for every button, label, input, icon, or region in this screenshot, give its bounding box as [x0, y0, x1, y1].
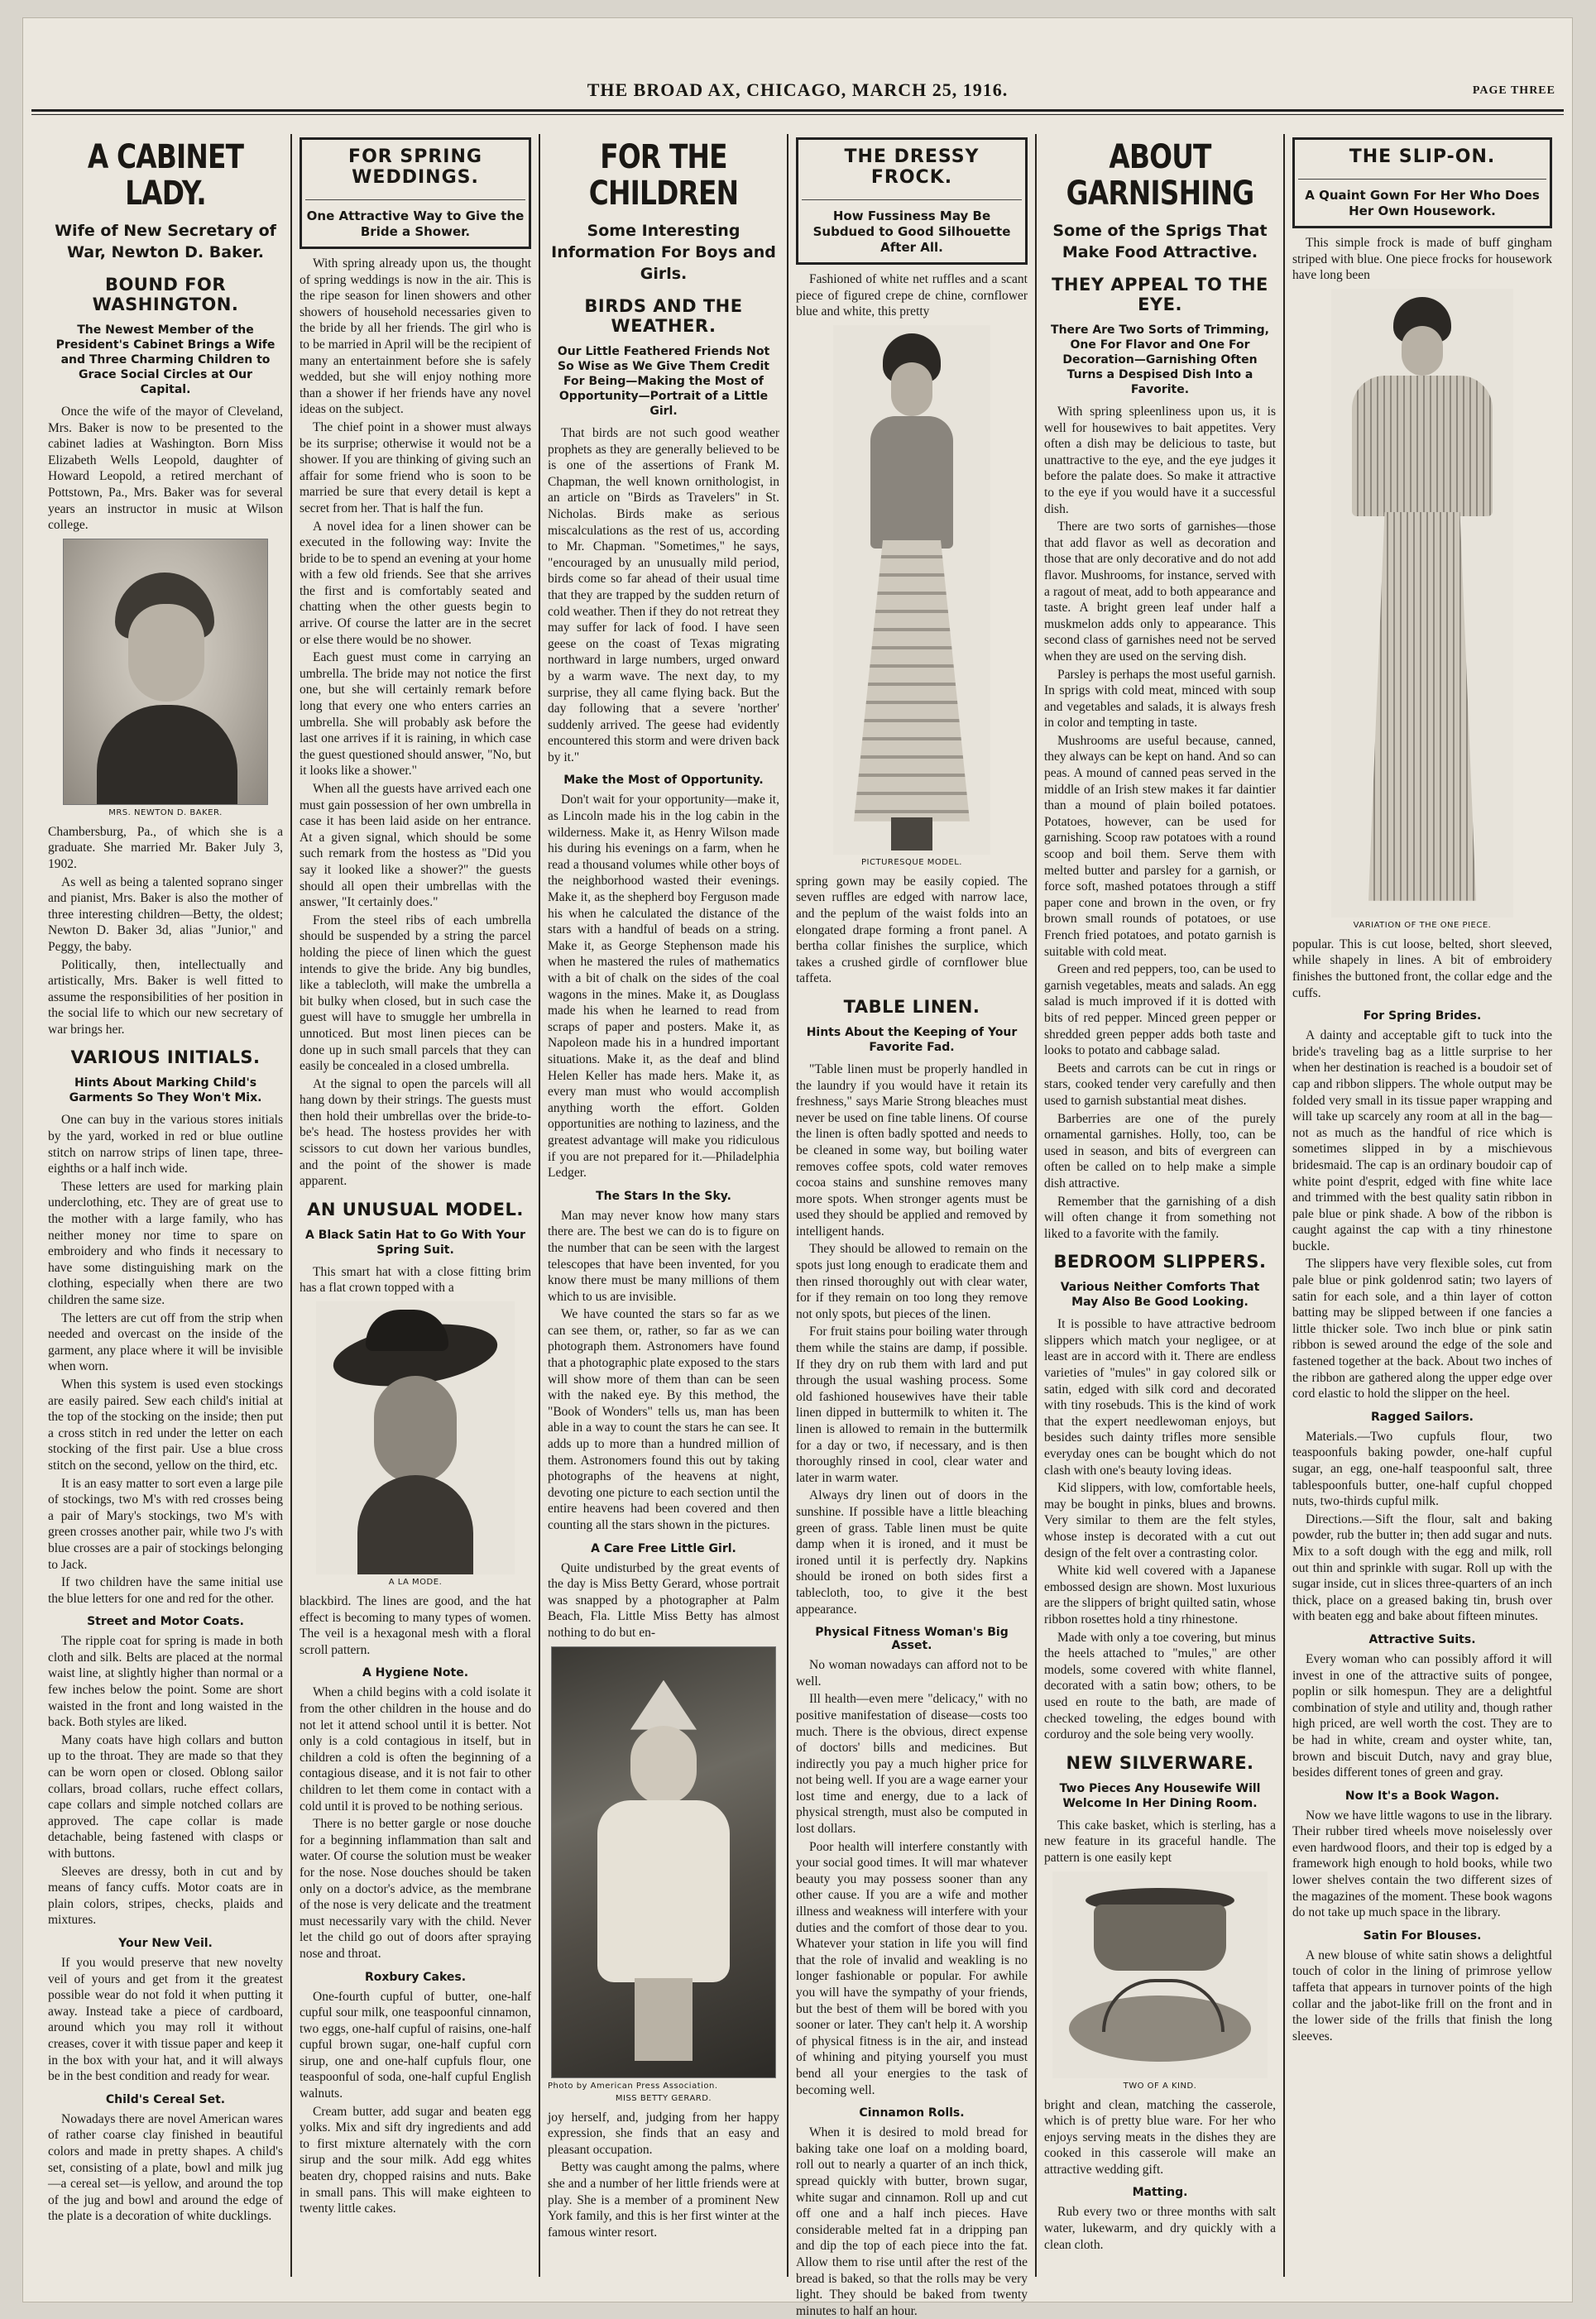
column-rule — [539, 134, 540, 2277]
deck: Wife of New Secretary of War, Newton D. Baker. — [55, 222, 276, 261]
paragraph: Beets and carrots can be cut in rings or stars, cooked tender very carefully and then used to garnish substantial meat dishes. — [1044, 1061, 1276, 1108]
paragraph: popular. This is cut loose, belted, short sleeved, while shapely in lines. A bit of embroidery finishes the buttoned front, the collar edge and the cuffs. — [1292, 937, 1552, 1000]
paragraph: The ripple coat for spring is made in both cloth and silk. Belts are placed at the normal waist line, at slightly higher than normal or a few inches below the point. Some are short waisted in the front and long waisted in the back. Both styles are liked. — [48, 1634, 283, 1730]
summary: Various Neither Comforts That May Also Be Good Looking. — [1060, 1281, 1260, 1310]
paragraph: bright and clean, matching the casserole, which is of pretty blue ware. For her who enjoys serving meats in the dishes they are cooked in this casserole will make an attractive wedding gift. — [1044, 2097, 1276, 2177]
summary: The Newest Member of the President's Cabinet Brings a Wife and Three Charming Children to Grace Social Circles at Our Capital. — [55, 323, 276, 396]
paragraph: Once the wife of the mayor of Cleveland, Mrs. Baker is now to be presented to the cabinet ladies at Washington. Born Miss Elizabeth Wells Leopold, daughter of Howard Leopold, a retired merchant of Pottstown, Pa., Mrs. Baker was for several years an instructor in music at Wilson college. — [48, 405, 283, 533]
paragraph: spring gown may be easily copied. The seven ruffles are edged with narrow lace, and the peplum of the waist folds into an elongated drape forming a front panel. A bertha collar finishes the surplice, which takes a crushed girdle of cornflower blue taffeta. — [796, 874, 1028, 986]
paragraph: These letters are used for marking plain underclothing, etc. They are of great use to the mother with a large family, who has neither money nor time to spare on embroidery and who finds it necessary to have some distinguishing mark on the clothing, especially when there are two children the same size. — [48, 1179, 283, 1307]
paragraph: "Table linen must be properly handled in the laundry if you would have it retain its freshness," says Marie Strong bleaches must never be used on fine table linens. Of course the linen is often badly spotted and needs to be cleaned in some way, but boiling water removes coffee spots, cold water removes cocoa stains and sunshine removes many more spots. When stronger agents must be used they should be applied and removed by intelligent hands. — [796, 1061, 1028, 1239]
column-rule — [1035, 134, 1037, 2277]
illustration-caption: PICTURESQUE MODEL. — [861, 857, 962, 867]
paragraph: The slippers have very flexible soles, cut from pale blue or pink goldenrod satin; two layers of satin for each sole, and a thin layer of cotton batting may be slipped between if one fancies a little thicker sole. Two inch blue or pink satin ribbon is sewed around the edge of the sole and fastened together at the back. About two inches of the ribbon are gathered along the upper edge over cord elastic to hold the slipper on the heel. — [1292, 1257, 1552, 1401]
subhead: TABLE LINEN. — [843, 996, 980, 1017]
minor-heading: Child's Cereal Set. — [105, 2092, 226, 2106]
paragraph: White kid well covered with a Japanese embossed design are shown. Most luxurious are the slippers of bright quilted satin, whose ribbon rosettes hold a tiny rhinestone. — [1044, 1564, 1276, 1627]
minor-heading: The Stars In the Sky. — [596, 1189, 731, 1203]
masthead — [23, 18, 1572, 100]
hat-illustration — [316, 1301, 515, 1574]
headline: ABOUT GARNISHING — [1066, 138, 1254, 213]
paragraph: With spring already upon us, the thought of spring weddings is now in the air. This is the ripe season for linen showers and other showers of household necessaries given to the bride by all her friends. The girl who is to be married in April will be the recipient of many an entertainment before she is safely wedded, but she will enjoy nothing more than a shower if her friends have any novel ideas on the subject. — [300, 256, 531, 417]
summary: Hints About the Keeping of Your Favorite Fad. — [806, 1025, 1018, 1054]
paragraph: Betty was caught among the palms, where she and a number of her little friends were at play. She is a member of a prominent New York family, and this is her first winter at the famous winter resort. — [548, 2160, 779, 2240]
minor-heading: Make the Most of Opportunity. — [563, 774, 764, 788]
illustration-caption: A LA MODE. — [388, 1578, 443, 1588]
paragraph: This simple frock is made of buff gingham striped with blue. One piece frocks for housework have long been — [1292, 236, 1552, 283]
paragraph: Mushrooms are useful because, canned, they always can be kept on hand. And so can peas. A mound of canned peas served in the middle of an Irish stew makes it far daintier than a mound of plain boiled potatoes. Potatoes, however, can be used for garnishing. Scoop raw potatoes with a round scoop and boil them. Serve them with melted butter and parsley for a garnish, or force soft, mashed potatoes through a stiff paper cone and brown in the oven, or fry brown small rounds of potatoes, or use French fried potatoes, and potato garnish is suitable with cold meat. — [1044, 733, 1276, 959]
paragraph: There are two sorts of garnishes—those that add flavor as well as decoration and those that are only decorative and do not add flavor. Mushrooms, for instance, served with a ragout of meat, add to both appearance and taste. A bright green leaf under half a muskmelon adds only to appearance. This second class of garnishes need not be served when they are used on the serving dish. — [1044, 520, 1276, 664]
paragraph: Kid slippers, with low, comfortable heels, may be bought in pinks, blues and browns. Very similar to them are the felt styles, whose instep is decorated with a cut out design of the felt over a contrasting color. — [1044, 1481, 1276, 1560]
paragraph: Man may never know how many stars there are. The best we can do is to figure on the number that can be seen with the largest telescopes that have been invented, for you know there must be many millions of them which to us are invisible. — [548, 1208, 779, 1304]
paragraph: Each guest must come in carrying an umbrella. The bride may not notice the first one, but she will certainly remark before long that every one who enters carries an umbrella. She will probably ask before the last one arrives if it is raining, in which case the guest questioned should answer, "No, but it looks like a shower." — [300, 650, 531, 779]
deck: Some of the Sprigs That Make Food Attractive. — [1052, 222, 1268, 261]
boxed-heading — [1292, 137, 1552, 228]
paragraph: This cake basket, which is sterling, has a new feature in its graceful handle. The pattern is one easily kept — [1044, 1818, 1276, 1865]
subheadline: A Quaint Gown For Her Who Does Her Own Housework. — [1298, 179, 1546, 219]
photo-caption: MISS BETTY GERARD. — [615, 2093, 712, 2103]
paragraph: It is possible to have attractive bedroom slippers which match your negligee, or at least are in accord with it. There are endless varieties of "mules" in gay colored silk or satin, edged with silk cord and decorated with tiny rosebuds. This is the kind of work that the expert needlewoman enjoys, but besides such dainty trifles more sensible everyday ones can be bought which do not clash with one's beauty loving ideas. — [1044, 1317, 1276, 1478]
paragraph: A dainty and acceptable gift to tuck into the bride's traveling bag as a little surprise to her when her destination is reached is a boudoir set of cap and ribbon slippers. The whole output may be folded very small in its tissue paper wrapping and will take up scarcely any room at all in the bag—not as much as the handful of rice which is sometimes slipped in by a mischievous bridesmaid. The cap is an ordinary boudoir cap of white point d'esprit, edged with fine white lace and trimmed with the best quality satin ribbon in pale blue or pink shade. A bow of the ribbon is caught against the cap with a tiny rhinestone buckle. — [1292, 1028, 1552, 1253]
paragraph: No woman nowadays can afford not to be well. — [796, 1658, 1028, 1689]
paragraph: Sleeves are dressy, both in cut and by means of fancy cuffs. Motor coats are in plain colors, stripes, checks, plaids and mixtures. — [48, 1864, 283, 1928]
headline: FOR SPRING WEDDINGS. — [348, 146, 482, 188]
subhead: THEY APPEAL TO THE EYE. — [1052, 275, 1268, 314]
boxed-heading — [796, 137, 1028, 265]
paragraph: It is an easy matter to sort even a large pile of stockings, two M's with red crosses being a pair of Mary's stockings, two M's with green crosses another pair, while two J's with blue crosses are a pair of stockings belonging to Jack. — [48, 1476, 283, 1572]
photo-caption: MRS. NEWTON D. BAKER. — [108, 807, 223, 817]
paragraph: When this system is used even stockings are easily paired. Sew each child's initial at the top of the stocking on the inside; then put a cross stitch in red under the letter on each stocking of the first pair. Use a blue cross stitch on the second, yellow on the third, etc. — [48, 1377, 283, 1473]
paragraph: One-fourth cupful of butter, one-half cupful sour milk, one teaspoonful cinnamon, two eggs, one-half cupful of raisins, one-half cupful brown sugar, one-half cupful corn sirup, one and one-half cupfuls flour, one teaspoonful of soda, one-half cupful English walnuts. — [300, 1989, 531, 2101]
paragraph: Fashioned of white net ruffles and a scant piece of figured crepe de chine, cornflower blue and white, this pretty — [796, 272, 1028, 319]
minor-heading: A Care Free Little Girl. — [591, 1541, 736, 1555]
paragraph: Directions.—Sift the flour, salt and baking powder, rub the butter in; then add sugar and nuts. Mix to a soft dough with the egg and milk, roll out thin and sprinkle with sugar. Roll up with the sugar inside, cut in slices three-quarters of an inch thick, place on a greased baking tin, brush over with beaten egg and bake about fifteen minutes. — [1292, 1512, 1552, 1624]
paragraph: Poor health will interfere constantly with your social good times. It will mar whatever beauty you may possess sooner than any other cause. If you are a wife and mother illness and weakness will interfere with your duties and the comfort of those dear to you. Whatever your station in life you will find that the role of invalid and weakling is no longer fashionable or popular. For awhile you will have the sympathy of your friends, but the best of them will be bored with you sooner or later. They can't help it. A worship of physical fitness is in the air, and instead of whining and pitying yourself you must bend all your energies to the task of becoming well. — [796, 1839, 1028, 2097]
illustration-caption: VARIATION OF THE ONE PIECE. — [1353, 920, 1492, 930]
paragraph: Cream butter, add sugar and beaten egg yolks. Mix and sift dry ingredients and add to first mixture alternately with the corn sirup and the sour milk. Add egg whites beaten dry, chopped raisins and nuts. Bake in small pans. This will make eighteen to twenty little cakes. — [300, 2104, 531, 2216]
column-dressy-frock — [789, 134, 1034, 2318]
top-rule-thin — [31, 114, 1564, 115]
paragraph: Rub every two or three months with salt water, lukewarm, and dry quickly with a clean cloth. — [1044, 2205, 1276, 2252]
paragraph: We have counted the stars so far as we can see them, or, rather, so far as we can photograph them. Astronomers have found that a photographic plate exposed to the stars will show more of them than can be seen with the naked eye. By this method, the "Book of Wonders" tells us, man has been able in a way to count the stars he can see. It adds up to more than a hundred million of them. Astronomers found this out by taking photographs of the heavens at night, devoting one picture to each section until the entire heavens had been covered and then counting all the stars shown in the pictures. — [548, 1307, 779, 1532]
portrait-photo — [63, 539, 268, 805]
paragraph: Green and red peppers, too, can be used to garnish vegetables, meats and salads. An egg salad is much improved if it is dotted with bits of red pepper. Minced green pepper or shredded green pepper adds both taste and looks to potato and cabbage salad. — [1044, 962, 1276, 1058]
paragraph: Nowadays there are novel American wares of rather coarse clay finished in beautiful colors and made in pretty shapes. A child's set, consisting of a plate, bowl and milk jug—a cereal set—is yellow, and around the top of the jug and bowl and around the edge of the plate is a decoration of white ducklings. — [48, 2111, 283, 2224]
paragraph: A novel idea for a linen shower can be executed in the following way: Invite the bride to be to spend an evening at your home with a few old friends. See that she arrives the first and is comfortably seated and chatting when the other guests begin to arrive. Of course the latter are in the secret or else there would be no shower. — [300, 519, 531, 647]
minor-heading: A Hygiene Note. — [362, 1666, 469, 1680]
paragraph: This smart hat with a close fitting brim has a flat crown topped with a — [300, 1264, 531, 1296]
deck: Some Interesting Information For Boys and Girls. — [551, 222, 776, 283]
child-photo — [551, 1646, 776, 2078]
paragraph: If you would preserve that new novelty veil of yours and get from it the greatest possible wear do not fold it when putting it away. Instead take a piece of cardboard, around which you may roll it without creases, cover it with tissue paper and keep it in the box with your hat, and it will always be in the best condition and ready for wear. — [48, 1955, 283, 2084]
summary: Hints About Marking Child's Garments So They Won't Mix. — [69, 1076, 262, 1105]
paragraph: As well as being a talented soprano singer and pianist, Mrs. Baker is also the mother of three interesting children—Betty, the oldest; Newton D. Baker 3d, alias "Junior," and Peggy, the baby. — [48, 874, 283, 954]
summary: A Black Satin Hat to Go With Your Spring Suit. — [305, 1228, 525, 1257]
column-rule — [787, 134, 788, 2277]
subheadline: How Fussiness May Be Subdued to Good Silhouette After All. — [802, 199, 1022, 256]
paragraph: When all the guests have arrived each one must gain possession of her own umbrella in case it has been laid aside on her entrance. At a given signal, which should be some such remark from the hostess as "Did you say it looked like a shower?" the guests should all open their umbrellas with the answer, "It certainly does." — [300, 782, 531, 910]
headline: FOR THE CHILDREN — [588, 138, 739, 213]
paragraph: That birds are not such good weather prophets as they are generally believed to be is one of the assertions of Frank M. Chapman, the well known ornithologist, in an article on "Birds as Travelers" in St. Nicholas. Birds make as serious miscalculations as the rest of us, according to Mr. Chapman. "Sometimes," he says, "encouraged by an unusually mild period, birds come so far ahead of their usual time that they are trapped by the sudden return of cold weather. Then if they do not retreat they may suffer for lack of food. I have seen geese on the coast of Texas migrating northward in large numbers, urged onward by a warm wave. The next day, to my surprise, they all came flying back. But the day following that a severe 'norther' suddenly arrived. The geese had evidently encountered this storm and were driven back by it." — [548, 426, 779, 764]
paragraph: Every woman who can possibly afford it will invest in one of the attractive suits of pongee, poplin or silk homespun. They are a delightful combination of style and utility and, though rather high priced, are well worth the cost. They are to be had in white, cream and oyster white, tan, brown and biscuit Dutch, navy and gray blue, besides different tones of green and gray. — [1292, 1651, 1552, 1780]
paragraph: blackbird. The lines are good, and the hat effect is becoming to many types of women. The veil is a hexagonal mesh with a floral scroll pattern. — [300, 1594, 531, 1657]
column-rule — [1283, 134, 1285, 2277]
paragraph: Remember that the garnishing of a dish will often change it from something not liked to a favorite with the family. — [1044, 1194, 1276, 1241]
subheadline: One Attractive Way to Give the Bride a Shower. — [305, 199, 525, 240]
minor-heading: Ragged Sailors. — [1371, 1410, 1474, 1424]
photo-credit: Photo by American Press Association. — [548, 2081, 718, 2091]
paragraph: If two children have the same initial use the blue letters for one and red for the other. — [48, 1575, 283, 1606]
paragraph: Ill health—even mere "delicacy," with no positive manifestation of disease—costs too much. There is the obvious, direct expense of doctors' bills and medicines. But indirectly you pay a much higher price for not being well. If you are a wage earner your lost time and energy, due to a lack of physical strength, must also be computed in lost dollars. — [796, 1692, 1028, 1837]
subhead: BOUND FOR WASHINGTON. — [92, 275, 239, 314]
subhead: NEW SILVERWARE. — [1066, 1752, 1254, 1773]
column-cabinet-lady — [41, 134, 290, 2285]
column-spring-weddings — [293, 134, 538, 2285]
paragraph: One can buy in the various stores initials by the yard, worked in red or blue outline stitch on narrow strips of linen tape, three-eighths or a half inch wide. — [48, 1113, 283, 1176]
gown-illustration — [1331, 289, 1513, 918]
masthead-title: THE BROAD AX, CHICAGO, MARCH 25, 1916. — [587, 79, 1009, 100]
paragraph: Now we have little wagons to use in the library. Their rubber tired wheels move noiselessly over even hardwood floors, and their top is edged by a framework high enough to hold books, while two lower shelves contain the two different sizes of the magazines of the moment. These book wagons do not take up much space in the library. — [1292, 1808, 1552, 1920]
paragraph: Always dry linen out of doors in the sunshine. If possible have a little bleaching green of grass. Table linen must be quite damp when it is ironed, and it must be ironed until it is perfectly dry. Napkins should be ironed on both sides first a tablecloth, too, to give it the best appearance. — [796, 1488, 1028, 1617]
paragraph: Materials.—Two cupfuls flour, two teaspoonfuls baking powder, one-half cupful sugar, an egg, one-half teaspoonful salt, three tablespoonfuls butter, one-half cupful chopped nuts, two-thirds cupful milk. — [1292, 1429, 1552, 1509]
column-for-the-children — [541, 134, 786, 2285]
minor-heading: Physical Fitness Woman's Big Asset. — [815, 1626, 1009, 1653]
paragraph: Parsley is perhaps the most useful garnish. In sprigs with cold meat, minced with soup and vegetables and salads, it is always fresh in color and tempting in taste. — [1044, 667, 1276, 731]
paragraph: For fruit stains pour boiling water through them while the stains are damp, if possible. If they dry on rub them with lard and put through the usual washing process. Some old fashioned housewives have their table linen dipped in buttermilk to whiten it. The linen is allowed to remain in the buttermilk for a day or two, if necessary, and is then thoroughly rinsed in cool, clear water and later in warm water. — [796, 1325, 1028, 1485]
paragraph: When it is desired to mold bread for baking take one loaf on a molding board, roll out to nearly a quarter of an inch thick, spread quickly with butter, brown sugar, white sugar and cinnamon. Roll up and cut off one and a half inch pieces. Have considerable melted fat in a dripping pan and dip the top of each piece into the fat. Allow them to rise until after the rest of the bread is baked, so that the rolls may be very light. They should be baked from twenty minutes to half an hour. — [796, 2125, 1028, 2318]
silverware-illustration — [1052, 1871, 1268, 2078]
subhead: BEDROOM SLIPPERS. — [1053, 1252, 1267, 1272]
summary: Two Pieces Any Housewife Will Welcome In Her Dining Room. — [1059, 1781, 1261, 1810]
paragraph: There is no better gargle or nose douche for a beginning inflammation than salt and water. Of course the solution must be weaker for the nose. Nose douches should be taken only on a doctor's advice, as the membrane of the nose is very delicate and the treatment must necessarily vary with the child. Never let the child go out of doors after spraying nose and throat. — [300, 1817, 531, 1961]
paragraph: Many coats have high collars and button up to the throat. They are made so that they can be worn open or closed. Oblong sailor collars, broad collars, ruche effect collars, cape collars and simple notched collars are approved. The cape collar is made detachable, being fastened with clasps or with buttons. — [48, 1732, 283, 1861]
paragraph: Barberries are one of the purely ornamental garnishes. Holly, too, can be used in season, and bits of evergreen can often be called on to help make a simple dish attractive. — [1044, 1111, 1276, 1191]
subhead: VARIOUS INITIALS. — [70, 1047, 261, 1068]
headline: A CABINET LADY. — [87, 138, 244, 213]
minor-heading: For Spring Brides. — [1363, 1009, 1482, 1023]
paragraph: The letters are cut off from the strip when needed and overcast on the inside of the garment, any place where it will be invisible when worn. — [48, 1310, 283, 1374]
paragraph: joy herself, and, judging from her happy expression, she finds that an easy and pleasant occupation. — [548, 2110, 779, 2157]
paragraph: From the steel ribs of each umbrella should be suspended by a string the parcel holding the piece of linen which the guest intends to give the bride. Any big bundles, like a tablecloth, will make the umbrella a bit bulky when closed, but in such case the guest will have to smuggle her umbrella in unnoticed. But most linen pieces can be done up in such small parcels that they can easily be concealed in a closed umbrella. — [300, 913, 531, 1074]
page-number: PAGE THREE — [1472, 84, 1555, 97]
subhead: AN UNUSUAL MODEL. — [307, 1199, 524, 1219]
minor-heading: Matting. — [1132, 2186, 1188, 2200]
paragraph: They should be allowed to remain on the spots just long enough to eradicate them and then rinsed thoroughly out with clear water, for if they remain on too long they remove not only spots, but pieces of the linen. — [796, 1242, 1028, 1321]
paragraph: Don't wait for your opportunity—make it, as Lincoln made his in the log cabin in the wilderness. Make it, as Henry Wilson made his during his evenings on a farm, when he read a thousand volumes while other boys of the neighborhood wasted their evenings. Make it, as the shepherd boy Ferguson made his when he calculated the distance of the stars with a handful of beads on a string. Make it, as George Stephenson made his when he mastered the rules of mathematics with a bit of chalk on the sides of the coal wagons in the mines. Make it, as Douglass made his when he learned to read from scraps of paper and posters. Make it, as Napoleon made his in a hundred important situations. Make it, as the deaf and blind Helen Keller has made hers. Make it, as every man must who would accomplish anything worth the effort. Golden opportunities are nothing to laziness, and the greatest advantage will make you ridiculous if you are not prepared for it.—Philadelphia Ledger. — [548, 793, 779, 1181]
column-slip-on — [1286, 134, 1559, 2285]
frock-illustration — [833, 325, 990, 855]
headline: THE DRESSY FROCK. — [844, 146, 980, 188]
column-rule — [290, 134, 292, 2277]
paragraph: A new blouse of white satin shows a delightful touch of color in the lining of primrose yellow taffeta that appears in turnover points of the high collar and the jabot-like frill on the front and in the lower side of the frills that finish the long sleeves. — [1292, 1948, 1552, 2043]
paragraph: Politically, then, intellectually and artistically, Mrs. Baker is well fitted to assume the responsibilities of her position in the social life to which our new secretary of war brings her. — [48, 957, 283, 1037]
subhead: BIRDS AND THE WEATHER. — [584, 296, 743, 336]
minor-heading: Now It's a Book Wagon. — [1344, 1789, 1500, 1803]
paragraph: Quite undisturbed by the great events of the day is Miss Betty Gerard, whose portrait was snapped by a photographer at Palm Beach, Fla. Little Miss Betty has almost nothing to do but en- — [548, 1560, 779, 1640]
headline: THE SLIP-ON. — [1349, 146, 1496, 167]
paragraph: Chambersburg, Pa., of which she is a graduate. She married Mr. Baker July 3, 1902. — [48, 824, 283, 871]
top-rule — [31, 109, 1564, 112]
paragraph: The chief point in a shower must always be its surprise; otherwise it would not be a shower. If you are thinking of giving such an affair for some friend who is soon to be married be sure that every detail is kept a secret from her. That is half the fun. — [300, 419, 531, 515]
minor-heading: Satin For Blouses. — [1363, 1929, 1482, 1943]
boxed-heading — [300, 137, 531, 249]
newspaper-page — [23, 18, 1572, 2318]
summary: There Are Two Sorts of Trimming, One For Flavor and One For Decoration—Garnishing Often Turns a Despised Dish Into a Favorite. — [1051, 323, 1269, 396]
minor-heading: Cinnamon Rolls. — [859, 2106, 965, 2120]
paragraph: At the signal to open the parcels will all hang down by their strings. The guests must then hold their umbrellas over the bride-to-be's head. The hostess provides her with scissors to cut down her various bundles, and the point of the shower is made apparent. — [300, 1076, 531, 1189]
minor-heading: Attractive Suits. — [1368, 1632, 1476, 1646]
minor-heading: Your New Veil. — [118, 1936, 213, 1950]
paragraph: When a child begins with a cold isolate it from the other children in the house and do not let it attend school until it is better. Not only is a cold contagious in itself, but in children a cold is often the beginning of a contagious disease, and it is not fair to other children to let them come in contact with a cold until it is proved to be nothing serious. — [300, 1685, 531, 1814]
paragraph: With spring spleenliness upon us, it is well for housewives to bait appetites. Very often a dish may be delicious to taste, but unattractive to the eye, and the eye judges it before the palate does. So make it attractive to the eye if you would have it a successful dish. — [1044, 405, 1276, 516]
paragraph: Made with only a toe covering, but minus the heels attached to "mules," are other models, some covered with white flannel, decorated with a satin bow; others, to be used en route to the bath, are made of checked toweling, the edges bound with corduroy and the sole being very woolly. — [1044, 1630, 1276, 1742]
illustration-caption: TWO OF A KIND. — [1123, 2081, 1197, 2091]
minor-heading: Street and Motor Coats. — [87, 1615, 244, 1629]
column-garnishing — [1038, 134, 1282, 2285]
summary: Our Little Feathered Friends Not So Wise as We Give Them Credit For Being—Making the Most of Opportunity—Portrait of a Little Girl. — [557, 345, 770, 418]
minor-heading: Roxbury Cakes. — [364, 1970, 467, 1984]
